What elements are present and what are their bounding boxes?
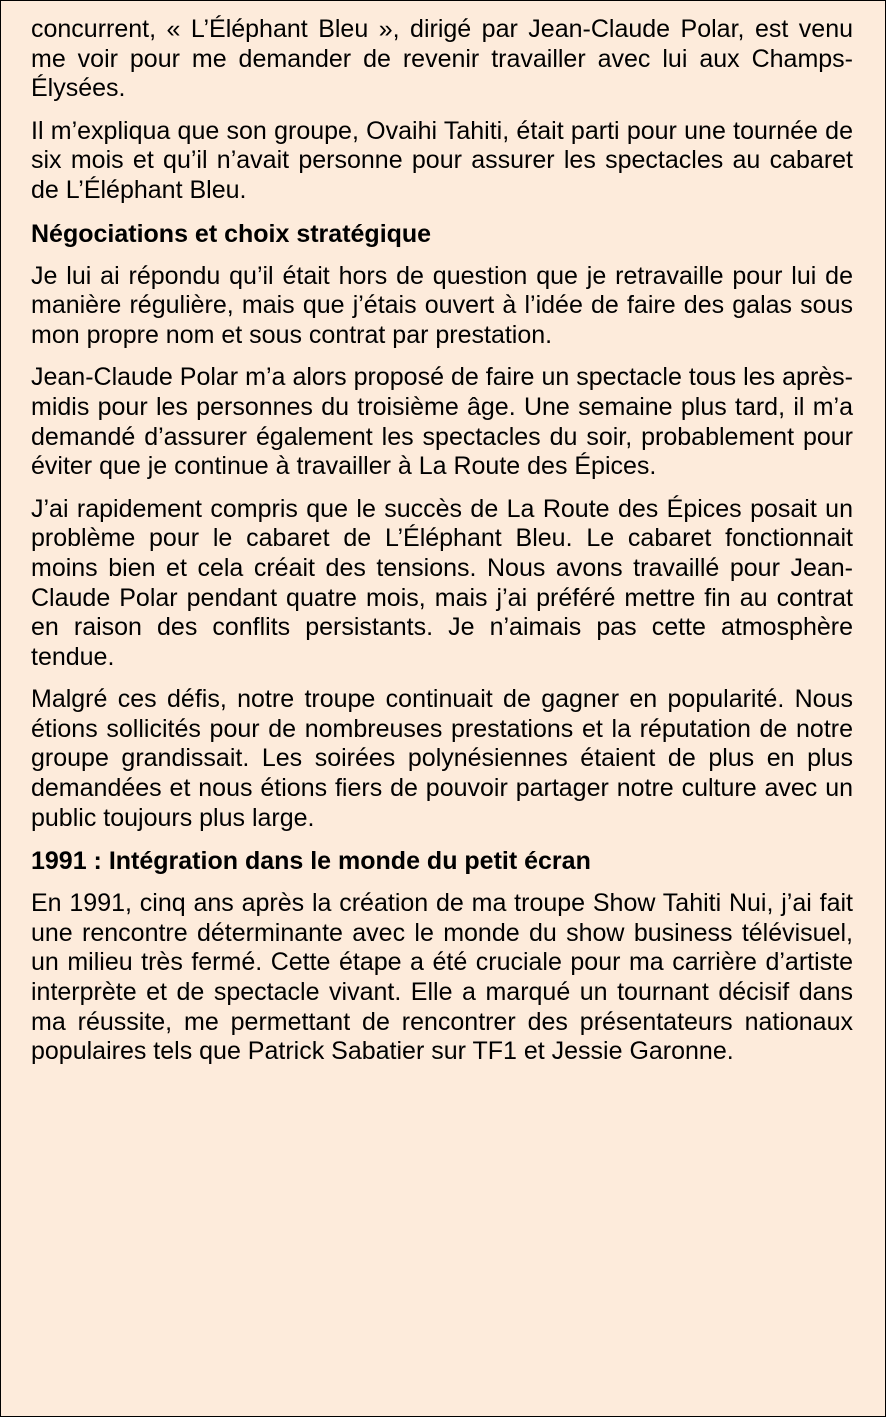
paragraph-spectacles-proposal: Jean-Claude Polar m’a alors proposé de faire un spectacle tous les après-midis pour les personnes du troisième âge. Une semaine plus tard, il m’a demandé d’assurer également les spectacles du soir, probablement pour éviter que je continue à travailler à La Route des Épices. [31,363,853,481]
heading-1991-petit-ecran: 1991 : Intégration dans le monde du petit écran [31,847,591,876]
paragraph-elephant-bleu-offer: concurrent, « L’Éléphant Bleu », dirigé par Jean-Claude Polar, est venu me voir pour me demander de revenir travailler avec lui aux Champs-Élysées. [31,15,853,103]
paragraph-popularite: Malgré ces défis, notre troupe continuait de gagner en popularité. Nous étions sollicités pour de nombreuses prestations et la réputation de notre groupe grandissait. Les soirées polynésiennes étaient de plus en plus demandées et nous étions fiers de pouvoir partager notre culture avec un public toujours plus large. [31,685,853,832]
paragraph-tensions: J’ai rapidement compris que le succès de La Route des Épices posait un problème pour le cabaret de L’Éléphant Bleu. Le cabaret fonctionnait moins bien et cela créait des tensions. Nous avons travaillé pour Jean-Claude Polar pendant quatre mois, mais j’ai préféré mettre fin au contrat en raison des conflits persistants. Je n’aimais pas cette atmosphère tendue. [31,494,853,671]
paragraph-show-business: En 1991, cinq ans après la création de ma troupe Show Tahiti Nui, j’ai fait une rencontre déterminante avec le monde du show business télévisuel, un milieu très fermé. Cette étape a été cruciale pour ma carrière d’artiste interprète et de spectacle vivant. Elle a marqué un tournant décisif dans ma réussite, me permettant de rencontrer des présentateurs nationaux populaires tels que Patrick Sabatier sur TF1 et Jessie Garonne. [31,889,853,1066]
heading-negociations: Négociations et choix stratégique [31,219,432,248]
paragraph-galas-reply: Je lui ai répondu qu’il était hors de question que je retravaille pour lui de manière régulière, mais que j’étais ouvert à l’idée de faire des galas sous mon propre nom et sous contrat par prestation. [31,261,853,349]
paragraph-ovaihi-tahiti: Il m’expliqua que son groupe, Ovaihi Tahiti, était parti pour une tournée de six mois et qu’il n’avait personne pour assurer les spectacles au cabaret de L’Éléphant Bleu. [31,116,853,204]
